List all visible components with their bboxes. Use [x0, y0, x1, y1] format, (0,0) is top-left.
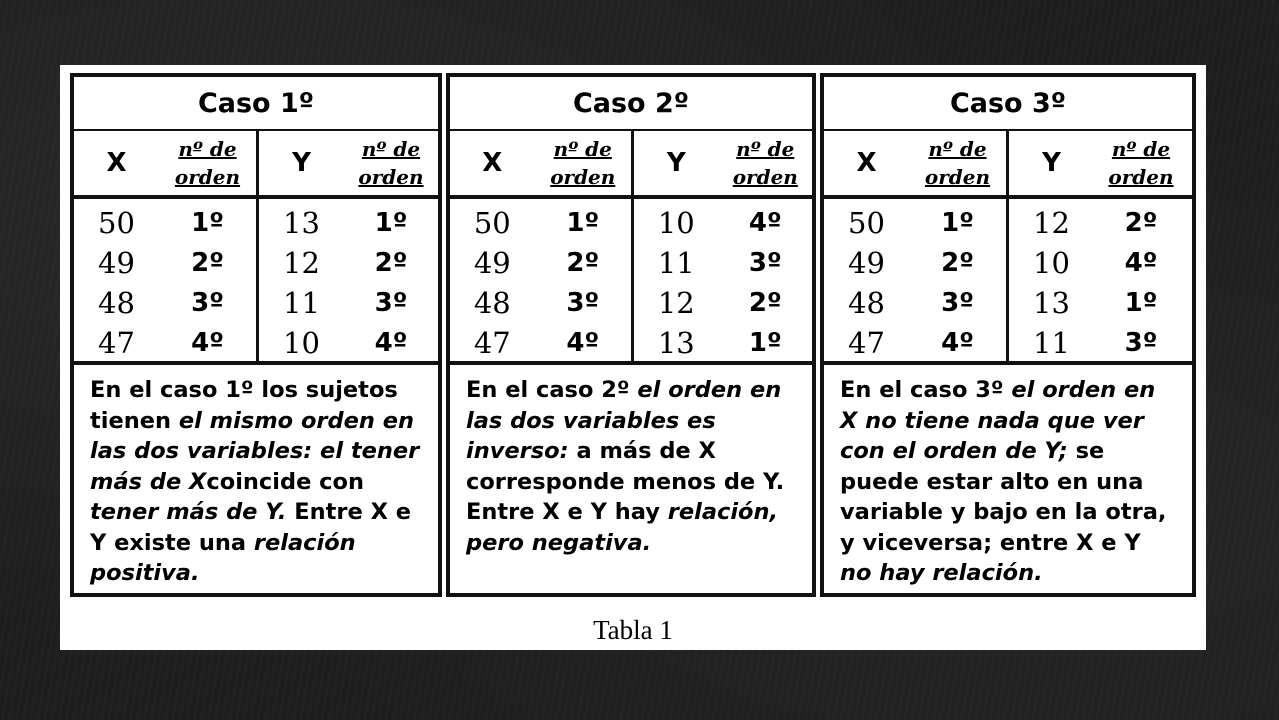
desc-text: Entre X e [286, 499, 412, 525]
y-value: 10 [657, 206, 695, 240]
x-order: 2º [191, 248, 224, 278]
desc-line [840, 406, 1178, 437]
y-header: Y [292, 148, 311, 178]
x-order: 2º [941, 248, 974, 278]
order-header-line2: orden [1108, 165, 1174, 189]
slide-frame [60, 65, 1206, 650]
desc-emphasis: positiva. [90, 560, 200, 586]
order-header-line2: orden [358, 165, 424, 189]
x-value: 49 [848, 246, 885, 280]
y-order: 1º [374, 208, 408, 238]
table-caption: Tabla 1 [593, 615, 673, 645]
x-header: X [106, 148, 127, 178]
column-headers [74, 131, 438, 199]
desc-emphasis: X no tiene nada que ver [840, 407, 1144, 434]
x-value: 47 [98, 326, 135, 360]
y-value: 10 [283, 326, 320, 360]
y-order: 4º [748, 208, 782, 238]
y-value: 12 [657, 286, 695, 320]
y-values [259, 199, 344, 361]
desc-text: a más de X [568, 438, 716, 464]
x-value: 50 [98, 206, 135, 240]
x-order: 4º [941, 328, 974, 358]
y-order: 1º [1124, 288, 1158, 318]
y-value: 11 [283, 286, 320, 320]
data-block [450, 199, 812, 365]
column-headers [824, 131, 1192, 199]
desc-line [466, 528, 798, 559]
x-order: 3º [191, 288, 224, 318]
desc-text: En el caso 3º [840, 377, 1012, 403]
desc-line: variable y bajo en la otra, [840, 499, 1167, 525]
case-description [74, 365, 438, 589]
desc-emphasis: pero negativa. [466, 529, 652, 556]
y-value: 12 [283, 246, 320, 280]
x-order: 1º [191, 208, 224, 238]
y-value: 13 [657, 326, 695, 360]
x-order-values [159, 199, 259, 361]
y-value: 11 [1033, 326, 1070, 360]
x-order-values [535, 199, 634, 361]
x-value: 47 [473, 326, 511, 360]
case-title: Caso 3º [824, 77, 1192, 131]
y-order: 2º [748, 288, 782, 318]
y-order: 3º [748, 248, 782, 278]
y-order-header [1094, 131, 1188, 195]
desc-line: y viceversa; entre X e Y [840, 529, 1141, 556]
y-value: 12 [1033, 206, 1070, 240]
desc-emphasis: relación, [667, 499, 779, 525]
x-header: X [482, 148, 503, 178]
x-header: X [856, 148, 877, 178]
desc-emphasis: más de X [90, 468, 207, 495]
y-values [634, 199, 719, 361]
x-order-header [535, 131, 634, 195]
y-order-values [344, 199, 438, 361]
x-order-header [909, 131, 1009, 195]
case-description [824, 365, 1192, 589]
desc-emphasis: el orden en [1011, 377, 1156, 403]
case-3-panel [820, 73, 1196, 597]
desc-text: tienen [90, 407, 179, 434]
y-order-values [719, 199, 812, 361]
desc-line [90, 436, 424, 467]
order-header-line1: nº de [736, 137, 795, 161]
x-value: 50 [848, 206, 885, 240]
x-value: 48 [98, 286, 135, 320]
x-order-header [159, 131, 259, 195]
order-header-line2: orden [174, 165, 241, 189]
desc-text: En el caso 2º [466, 377, 638, 403]
x-order: 1º [566, 208, 600, 238]
x-order: 4º [191, 328, 224, 358]
order-header-line2: orden [924, 165, 991, 189]
x-value: 48 [473, 286, 511, 320]
desc-line [840, 436, 1178, 467]
desc-line [466, 406, 798, 437]
y-order-header [719, 131, 812, 195]
desc-text: Entre X e Y hay [466, 499, 668, 525]
y-header: Y [666, 148, 686, 178]
desc-emphasis: el orden en [637, 377, 782, 403]
data-block [74, 199, 438, 365]
desc-line [90, 406, 424, 437]
case-title: Caso 1º [74, 77, 438, 131]
y-order-header [344, 131, 438, 195]
desc-line [840, 558, 1178, 589]
y-order: 4º [374, 328, 408, 358]
desc-emphasis: relación [253, 529, 356, 556]
y-values [1009, 199, 1094, 361]
desc-line: puede estar alto en una [840, 468, 1144, 495]
x-order: 3º [941, 288, 974, 318]
desc-line [90, 467, 424, 498]
y-header: Y [1042, 148, 1061, 178]
desc-line [466, 436, 798, 467]
desc-text: coincide con [206, 468, 364, 495]
desc-line [840, 375, 1178, 406]
desc-text: se [1067, 438, 1105, 464]
desc-emphasis: las dos variables es [466, 407, 716, 434]
desc-emphasis: las dos variables: el tener [90, 438, 420, 464]
x-order: 1º [941, 208, 974, 238]
x-value: 48 [848, 286, 885, 320]
y-value: 11 [657, 246, 695, 280]
desc-line [466, 497, 798, 528]
case-title: Caso 2º [450, 77, 812, 131]
column-headers [450, 131, 812, 199]
x-values [450, 199, 535, 361]
x-order-values [909, 199, 1009, 361]
y-order: 2º [374, 248, 408, 278]
case-1-panel [70, 73, 442, 597]
order-header-line2: orden [550, 165, 616, 189]
y-order-values [1094, 199, 1188, 361]
y-order: 1º [748, 328, 782, 358]
desc-emphasis: con el orden de Y; [840, 438, 1068, 464]
desc-emphasis: no hay relación. [840, 560, 1043, 586]
order-header-line1: nº de [361, 137, 421, 161]
x-order: 2º [566, 248, 600, 278]
order-header-line1: nº de [1111, 137, 1171, 161]
desc-line: corresponde menos de Y. [466, 468, 785, 495]
desc-emphasis: inverso: [466, 438, 569, 464]
desc-line [90, 528, 424, 559]
y-order: 3º [374, 288, 408, 318]
x-values [74, 199, 159, 361]
order-header-line1: nº de [178, 137, 237, 161]
y-order: 3º [1124, 328, 1158, 358]
x-values [824, 199, 909, 361]
desc-line [466, 375, 798, 406]
y-value: 13 [1033, 286, 1070, 320]
y-order: 4º [1124, 248, 1158, 278]
y-value: 10 [1033, 246, 1070, 280]
order-header-line1: nº de [928, 137, 987, 161]
x-value: 49 [473, 246, 511, 280]
order-header-line1: nº de [553, 137, 612, 161]
desc-emphasis: tener más de Y. [90, 499, 287, 525]
x-value: 49 [98, 246, 135, 280]
desc-text: Y existe una [90, 529, 254, 556]
x-order: 4º [566, 328, 600, 358]
desc-line [90, 497, 424, 528]
y-order: 2º [1124, 208, 1158, 238]
order-header-line2: orden [732, 165, 798, 189]
x-value: 50 [473, 206, 511, 240]
data-block [824, 199, 1192, 365]
case-2-panel [446, 73, 816, 597]
desc-line [90, 558, 424, 589]
x-order: 3º [566, 288, 600, 318]
y-value: 13 [283, 206, 320, 240]
case-description [450, 365, 812, 558]
x-value: 47 [848, 326, 885, 360]
desc-line: En el caso 1º los sujetos [90, 377, 398, 403]
desc-emphasis: el mismo orden en [178, 407, 414, 434]
